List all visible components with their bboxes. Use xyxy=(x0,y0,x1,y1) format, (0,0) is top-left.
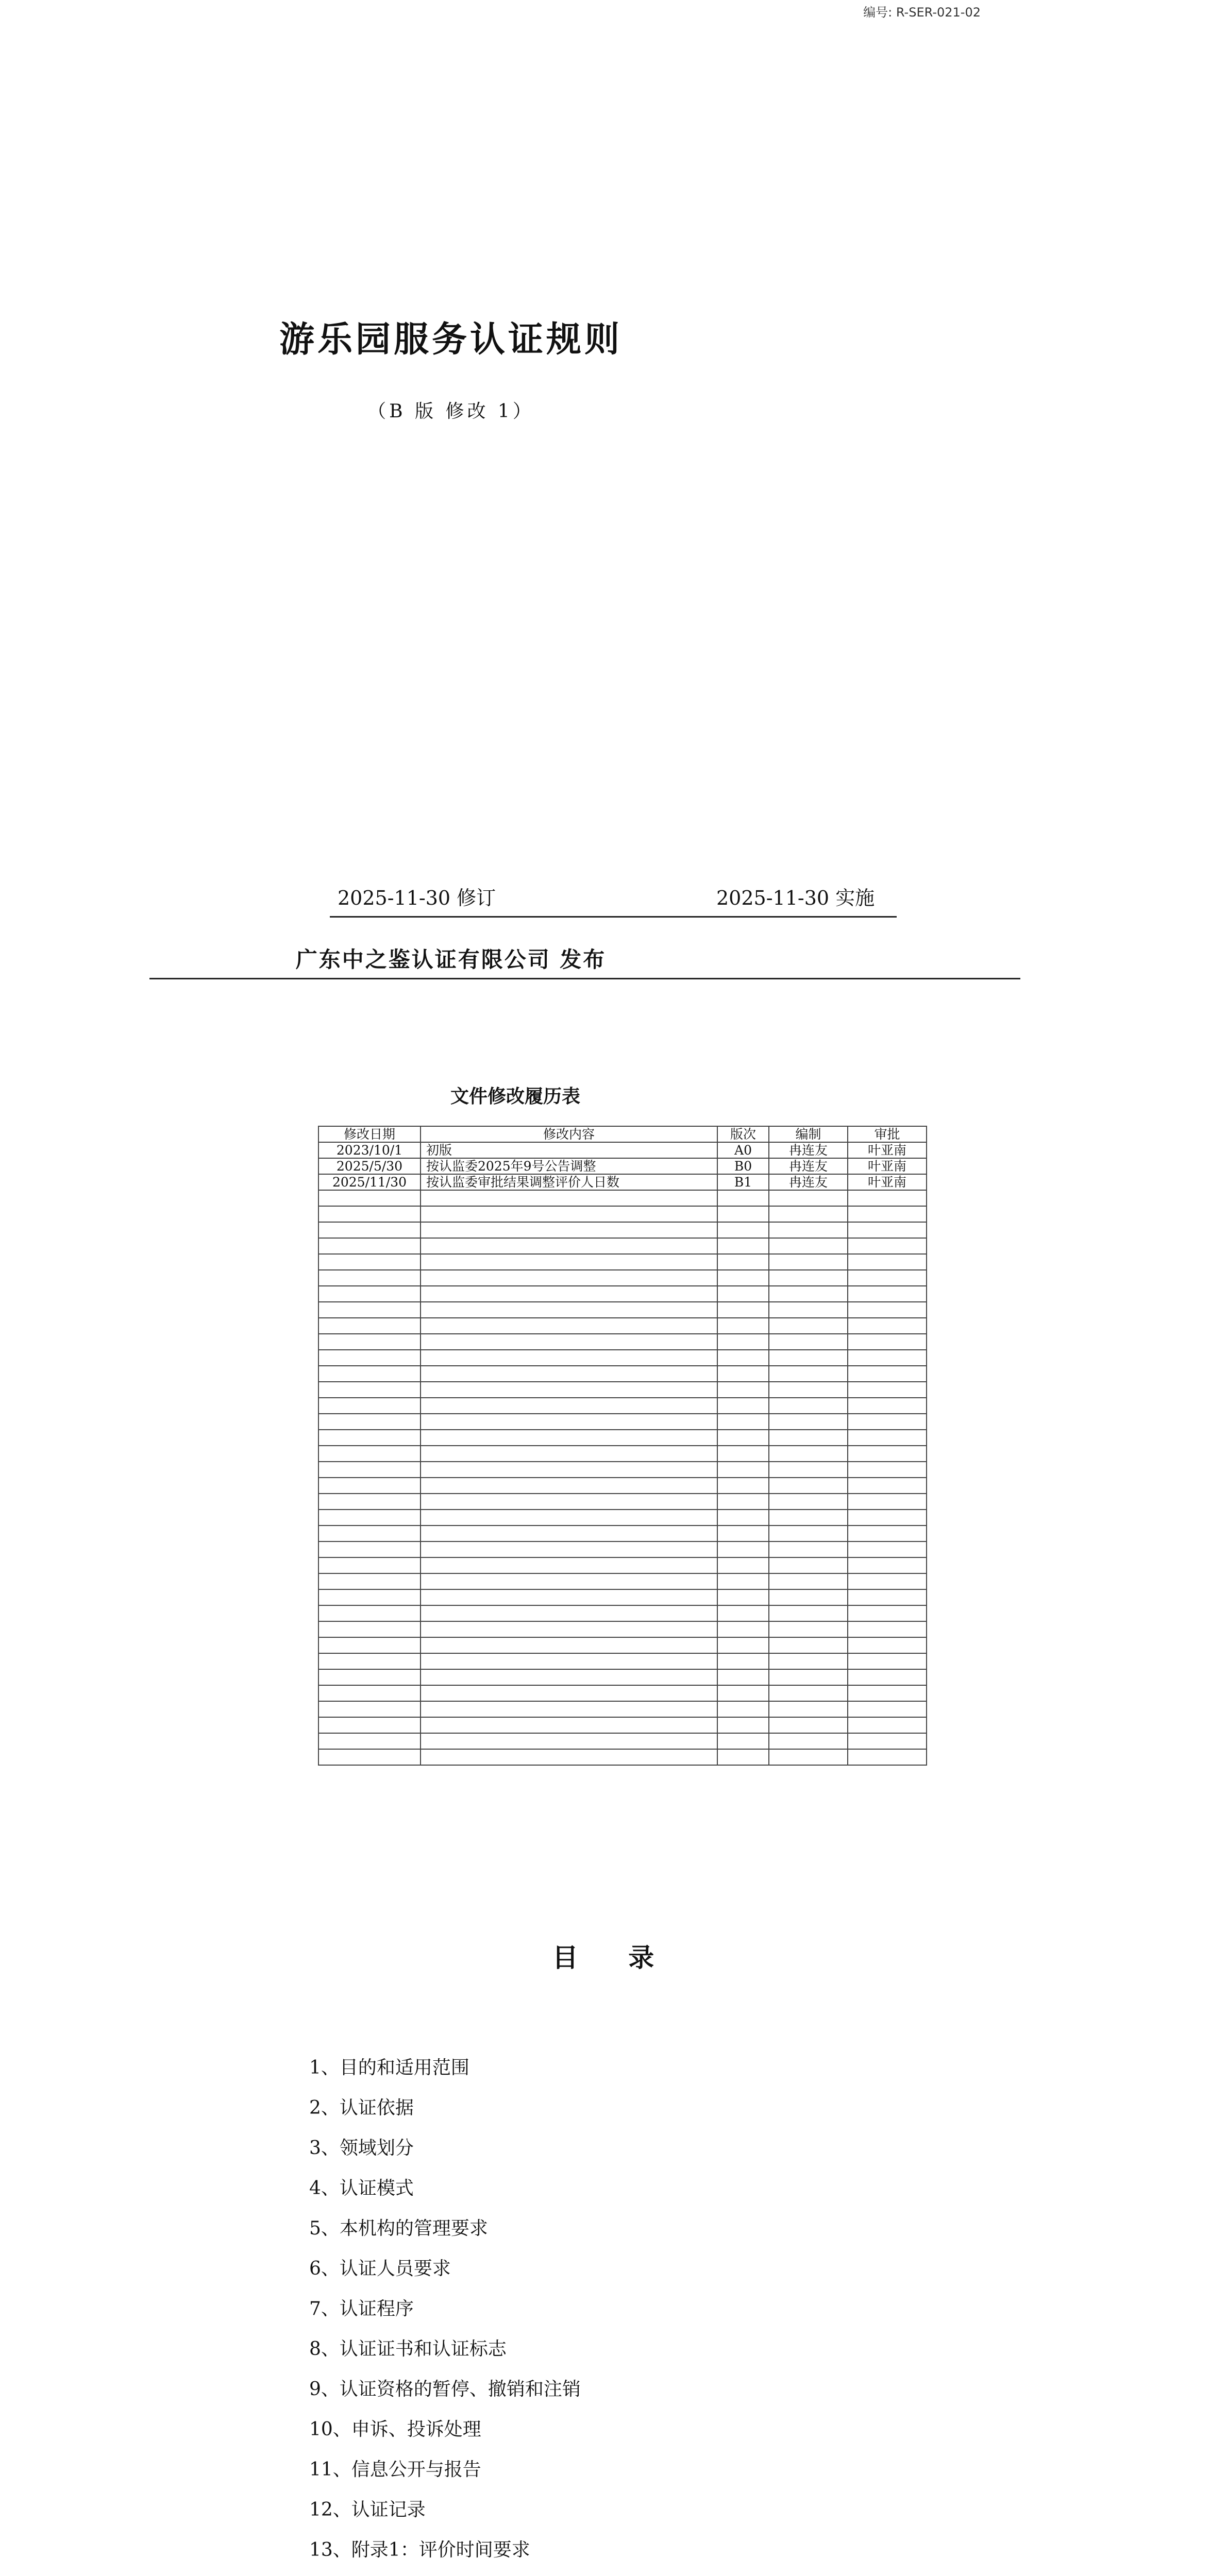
empty-table-cell xyxy=(717,1733,769,1749)
empty-table-row xyxy=(318,1462,927,1478)
empty-table-row xyxy=(318,1669,927,1685)
toc-item xyxy=(309,2570,581,2576)
empty-table-row xyxy=(318,1589,927,1605)
empty-table-cell xyxy=(848,1510,927,1526)
empty-table-cell xyxy=(421,1446,717,1462)
empty-table-cell xyxy=(421,1398,717,1414)
empty-table-cell xyxy=(848,1190,927,1206)
empty-table-cell xyxy=(421,1605,717,1621)
empty-table-cell xyxy=(717,1669,769,1685)
empty-table-cell xyxy=(421,1494,717,1510)
table-cell: 2023/10/1 xyxy=(318,1142,421,1158)
empty-table-cell xyxy=(769,1621,848,1637)
empty-table-cell xyxy=(318,1701,421,1717)
empty-table-cell xyxy=(318,1462,421,1478)
empty-table-cell xyxy=(318,1541,421,1557)
table-row xyxy=(318,1174,927,1190)
empty-table-row xyxy=(318,1541,927,1557)
empty-table-cell xyxy=(848,1573,927,1589)
empty-table-cell xyxy=(421,1637,717,1653)
empty-table-cell xyxy=(717,1446,769,1462)
empty-table-cell xyxy=(318,1430,421,1446)
table-row xyxy=(318,1142,927,1158)
table-cell: 冉连友 xyxy=(769,1142,848,1158)
empty-table-cell xyxy=(421,1366,717,1382)
empty-table-cell xyxy=(421,1589,717,1605)
toc-item: 6、认证人员要求 xyxy=(309,2258,451,2279)
empty-table-row xyxy=(318,1510,927,1526)
empty-table-row xyxy=(318,1318,927,1334)
empty-table-row xyxy=(318,1653,927,1669)
empty-table-cell xyxy=(769,1190,848,1206)
empty-table-cell xyxy=(769,1526,848,1541)
empty-table-cell xyxy=(848,1557,927,1573)
empty-table-row xyxy=(318,1398,927,1414)
empty-table-cell xyxy=(421,1669,717,1685)
empty-table-cell xyxy=(717,1653,769,1669)
empty-table-cell xyxy=(717,1637,769,1653)
empty-table-cell xyxy=(769,1749,848,1765)
table-cell: 叶亚南 xyxy=(848,1174,927,1190)
empty-table-row xyxy=(318,1621,927,1637)
empty-table-row xyxy=(318,1573,927,1589)
toc-item: 8、认证证书和认证标志 xyxy=(309,2338,507,2360)
empty-table-row xyxy=(318,1254,927,1270)
empty-table-row xyxy=(318,1685,927,1701)
empty-table-cell xyxy=(769,1398,848,1414)
empty-table-cell xyxy=(318,1190,421,1206)
empty-table-cell xyxy=(717,1334,769,1350)
empty-table-cell xyxy=(769,1334,848,1350)
empty-table-cell xyxy=(848,1621,927,1637)
empty-table-cell xyxy=(848,1270,927,1286)
empty-table-cell xyxy=(421,1350,717,1366)
empty-table-cell xyxy=(421,1430,717,1446)
empty-table-cell xyxy=(769,1462,848,1478)
empty-table-cell xyxy=(318,1733,421,1749)
empty-table-cell xyxy=(717,1430,769,1446)
empty-table-cell xyxy=(717,1589,769,1605)
empty-table-cell xyxy=(717,1717,769,1733)
table-of-contents xyxy=(309,2048,581,2576)
toc-item: 1、目的和适用范围 xyxy=(309,2057,469,2078)
empty-table-cell xyxy=(769,1430,848,1446)
table-cell: 叶亚南 xyxy=(848,1142,927,1158)
empty-table-cell xyxy=(421,1733,717,1749)
empty-table-cell xyxy=(318,1669,421,1685)
empty-table-cell xyxy=(717,1318,769,1334)
empty-table-cell xyxy=(848,1605,927,1621)
table-cell: 2025/11/30 xyxy=(318,1174,421,1190)
empty-table-cell xyxy=(769,1206,848,1222)
empty-table-cell xyxy=(421,1573,717,1589)
empty-table-cell xyxy=(717,1222,769,1238)
empty-table-cell xyxy=(848,1318,927,1334)
empty-table-row xyxy=(318,1605,927,1621)
empty-table-cell xyxy=(717,1749,769,1765)
empty-table-cell xyxy=(717,1541,769,1557)
toc-item: 13、附录1：评价时间要求 xyxy=(309,2539,530,2561)
empty-table-cell xyxy=(769,1605,848,1621)
empty-table-cell xyxy=(421,1685,717,1701)
toc-item: 9、认证资格的暂停、撤销和注销 xyxy=(309,2379,581,2400)
publisher: 广东中之鉴认证有限公司 发布 xyxy=(295,947,607,972)
effective-date: 2025-11-30 实施 xyxy=(716,887,875,909)
empty-table-cell xyxy=(421,1462,717,1478)
empty-table-cell xyxy=(421,1557,717,1573)
empty-table-cell xyxy=(717,1494,769,1510)
table-cell: 冉连友 xyxy=(769,1158,848,1174)
toc-item: 10、申诉、投诉处理 xyxy=(309,2419,481,2440)
empty-table-cell xyxy=(717,1270,769,1286)
empty-table-cell xyxy=(848,1589,927,1605)
empty-table-cell xyxy=(848,1462,927,1478)
empty-table-cell xyxy=(421,1254,717,1270)
revision-history-table xyxy=(318,1126,927,1766)
empty-table-cell xyxy=(717,1302,769,1318)
empty-table-cell xyxy=(318,1494,421,1510)
empty-table-cell xyxy=(769,1557,848,1573)
empty-table-cell xyxy=(769,1717,848,1733)
empty-table-cell xyxy=(848,1286,927,1302)
empty-table-cell xyxy=(848,1398,927,1414)
empty-table-cell xyxy=(769,1286,848,1302)
empty-table-cell xyxy=(848,1430,927,1446)
empty-table-cell xyxy=(318,1414,421,1430)
empty-table-cell xyxy=(421,1270,717,1286)
table-cell: 初版 xyxy=(421,1142,717,1158)
empty-table-cell xyxy=(318,1653,421,1669)
toc-title: 目 录 xyxy=(552,1942,675,1973)
empty-table-cell xyxy=(848,1653,927,1669)
empty-table-cell xyxy=(421,1749,717,1765)
empty-table-cell xyxy=(769,1637,848,1653)
empty-table-cell xyxy=(848,1334,927,1350)
empty-table-cell xyxy=(717,1238,769,1254)
document-code: 编号: R-SER-021-02 xyxy=(863,5,981,20)
empty-table-row xyxy=(318,1478,927,1494)
table-cell: 按认监委2025年9号公告调整 xyxy=(421,1158,717,1174)
empty-table-cell xyxy=(769,1669,848,1685)
empty-table-cell xyxy=(769,1685,848,1701)
toc-item: 7、认证程序 xyxy=(309,2298,414,2319)
empty-table-cell xyxy=(318,1398,421,1414)
empty-table-row xyxy=(318,1382,927,1398)
empty-table-cell xyxy=(848,1446,927,1462)
empty-table-cell xyxy=(717,1286,769,1302)
table-cell: 2025/5/30 xyxy=(318,1158,421,1174)
empty-table-cell xyxy=(318,1557,421,1573)
revision-date: 2025-11-30 修订 xyxy=(338,887,496,909)
empty-table-cell xyxy=(848,1350,927,1366)
empty-table-cell xyxy=(318,1685,421,1701)
document-title: 游乐园服务认证规则 xyxy=(279,319,623,360)
empty-table-row xyxy=(318,1238,927,1254)
empty-table-cell xyxy=(421,1526,717,1541)
empty-table-cell xyxy=(848,1478,927,1494)
empty-table-cell xyxy=(318,1350,421,1366)
empty-table-cell xyxy=(717,1605,769,1621)
empty-table-cell xyxy=(717,1526,769,1541)
empty-table-cell xyxy=(769,1382,848,1398)
empty-table-cell xyxy=(717,1366,769,1382)
empty-table-cell xyxy=(769,1446,848,1462)
table-cell: B1 xyxy=(717,1174,769,1190)
table-cell: B0 xyxy=(717,1158,769,1174)
empty-table-row xyxy=(318,1701,927,1717)
empty-table-cell xyxy=(848,1206,927,1222)
empty-table-row xyxy=(318,1494,927,1510)
empty-table-cell xyxy=(318,1510,421,1526)
divider-line xyxy=(149,978,1020,979)
empty-table-cell xyxy=(848,1717,927,1733)
toc-item: 4、认证模式 xyxy=(309,2178,414,2199)
empty-table-cell xyxy=(769,1414,848,1430)
empty-table-cell xyxy=(421,1414,717,1430)
empty-table-cell xyxy=(769,1222,848,1238)
empty-table-cell xyxy=(318,1238,421,1254)
empty-table-row xyxy=(318,1286,927,1302)
empty-table-cell xyxy=(769,1478,848,1494)
empty-table-cell xyxy=(318,1573,421,1589)
empty-table-cell xyxy=(318,1222,421,1238)
empty-table-cell xyxy=(421,1190,717,1206)
empty-table-cell xyxy=(769,1254,848,1270)
empty-table-cell xyxy=(318,1318,421,1334)
empty-table-cell xyxy=(769,1733,848,1749)
empty-table-cell xyxy=(717,1701,769,1717)
empty-table-cell xyxy=(717,1350,769,1366)
empty-table-cell xyxy=(769,1350,848,1366)
toc-item: 11、信息公开与报告 xyxy=(309,2459,481,2480)
empty-table-cell xyxy=(421,1318,717,1334)
empty-table-cell xyxy=(717,1382,769,1398)
empty-table-cell xyxy=(318,1206,421,1222)
empty-table-cell xyxy=(769,1318,848,1334)
empty-table-cell xyxy=(318,1717,421,1733)
table-cell: 冉连友 xyxy=(769,1174,848,1190)
empty-table-cell xyxy=(848,1637,927,1653)
empty-table-cell xyxy=(769,1510,848,1526)
empty-table-cell xyxy=(717,1557,769,1573)
empty-table-cell xyxy=(318,1286,421,1302)
empty-table-cell xyxy=(848,1414,927,1430)
version-subtitle: （B 版 修改 1） xyxy=(367,401,534,422)
empty-table-cell xyxy=(848,1733,927,1749)
empty-table-cell xyxy=(318,1526,421,1541)
empty-table-cell xyxy=(318,1446,421,1462)
empty-table-cell xyxy=(318,1621,421,1637)
empty-table-cell xyxy=(717,1685,769,1701)
empty-table-cell xyxy=(769,1238,848,1254)
empty-table-cell xyxy=(421,1382,717,1398)
empty-table-row xyxy=(318,1190,927,1206)
empty-table-cell xyxy=(848,1494,927,1510)
empty-table-cell xyxy=(717,1206,769,1222)
empty-table-cell xyxy=(318,1270,421,1286)
empty-table-cell xyxy=(421,1510,717,1526)
empty-table-cell xyxy=(717,1510,769,1526)
empty-table-cell xyxy=(848,1254,927,1270)
empty-table-row xyxy=(318,1414,927,1430)
empty-table-row xyxy=(318,1526,927,1541)
table-header-row xyxy=(318,1126,927,1142)
empty-table-cell xyxy=(848,1701,927,1717)
empty-table-cell xyxy=(769,1541,848,1557)
empty-table-row xyxy=(318,1733,927,1749)
empty-table-cell xyxy=(318,1302,421,1318)
empty-table-cell xyxy=(717,1398,769,1414)
empty-table-cell xyxy=(769,1653,848,1669)
empty-table-cell xyxy=(769,1270,848,1286)
empty-table-row xyxy=(318,1350,927,1366)
empty-table-row xyxy=(318,1206,927,1222)
empty-table-cell xyxy=(717,1478,769,1494)
column-header: 审批 xyxy=(848,1126,927,1142)
empty-table-cell xyxy=(318,1382,421,1398)
empty-table-cell xyxy=(769,1701,848,1717)
empty-table-row xyxy=(318,1334,927,1350)
column-header: 修改内容 xyxy=(421,1126,717,1142)
empty-table-cell xyxy=(421,1238,717,1254)
table-cell: 按认监委审批结果调整评价人日数 xyxy=(421,1174,717,1190)
toc-item: 3、领域划分 xyxy=(309,2138,414,2159)
empty-table-cell xyxy=(769,1302,848,1318)
empty-table-cell xyxy=(848,1526,927,1541)
column-header: 编制 xyxy=(769,1126,848,1142)
empty-table-cell xyxy=(421,1717,717,1733)
toc-item: 5、本机构的管理要求 xyxy=(309,2218,488,2239)
table-cell: A0 xyxy=(717,1142,769,1158)
empty-table-row xyxy=(318,1717,927,1733)
empty-table-cell xyxy=(318,1366,421,1382)
empty-table-cell xyxy=(769,1589,848,1605)
empty-table-row xyxy=(318,1430,927,1446)
table-row xyxy=(318,1158,927,1174)
empty-table-cell xyxy=(318,1605,421,1621)
empty-table-cell xyxy=(421,1621,717,1637)
empty-table-cell xyxy=(318,1637,421,1653)
column-header: 版次 xyxy=(717,1126,769,1142)
empty-table-cell xyxy=(421,1206,717,1222)
empty-table-cell xyxy=(421,1701,717,1717)
empty-table-cell xyxy=(717,1254,769,1270)
empty-table-cell xyxy=(421,1653,717,1669)
empty-table-row xyxy=(318,1637,927,1653)
empty-table-cell xyxy=(769,1573,848,1589)
empty-table-cell xyxy=(717,1621,769,1637)
empty-table-cell xyxy=(421,1334,717,1350)
empty-table-cell xyxy=(421,1541,717,1557)
divider-line xyxy=(330,916,897,918)
empty-table-row xyxy=(318,1302,927,1318)
empty-table-cell xyxy=(318,1478,421,1494)
empty-table-cell xyxy=(717,1190,769,1206)
empty-table-row xyxy=(318,1270,927,1286)
empty-table-cell xyxy=(717,1573,769,1589)
empty-table-cell xyxy=(848,1749,927,1765)
empty-table-row xyxy=(318,1446,927,1462)
empty-table-cell xyxy=(848,1669,927,1685)
empty-table-row xyxy=(318,1557,927,1573)
empty-table-row xyxy=(318,1366,927,1382)
empty-table-cell xyxy=(848,1382,927,1398)
empty-table-cell xyxy=(421,1286,717,1302)
empty-table-cell xyxy=(848,1222,927,1238)
empty-table-cell xyxy=(717,1462,769,1478)
empty-table-cell xyxy=(848,1238,927,1254)
empty-table-cell xyxy=(421,1302,717,1318)
empty-table-cell xyxy=(318,1254,421,1270)
empty-table-cell xyxy=(848,1685,927,1701)
empty-table-cell xyxy=(421,1478,717,1494)
empty-table-cell xyxy=(848,1302,927,1318)
empty-table-cell xyxy=(848,1541,927,1557)
empty-table-row xyxy=(318,1749,927,1765)
empty-table-cell xyxy=(769,1494,848,1510)
empty-table-cell xyxy=(318,1749,421,1765)
empty-table-cell xyxy=(848,1366,927,1382)
empty-table-cell xyxy=(769,1366,848,1382)
column-header: 修改日期 xyxy=(318,1126,421,1142)
toc-item: 12、认证记录 xyxy=(309,2499,426,2520)
table-cell: 叶亚南 xyxy=(848,1158,927,1174)
empty-table-cell xyxy=(318,1589,421,1605)
empty-table-cell xyxy=(717,1414,769,1430)
empty-table-cell xyxy=(421,1222,717,1238)
toc-item: 2、认证依据 xyxy=(309,2097,414,2119)
empty-table-row xyxy=(318,1222,927,1238)
empty-table-cell xyxy=(318,1334,421,1350)
history-table-title: 文件修改履历表 xyxy=(450,1086,580,1107)
